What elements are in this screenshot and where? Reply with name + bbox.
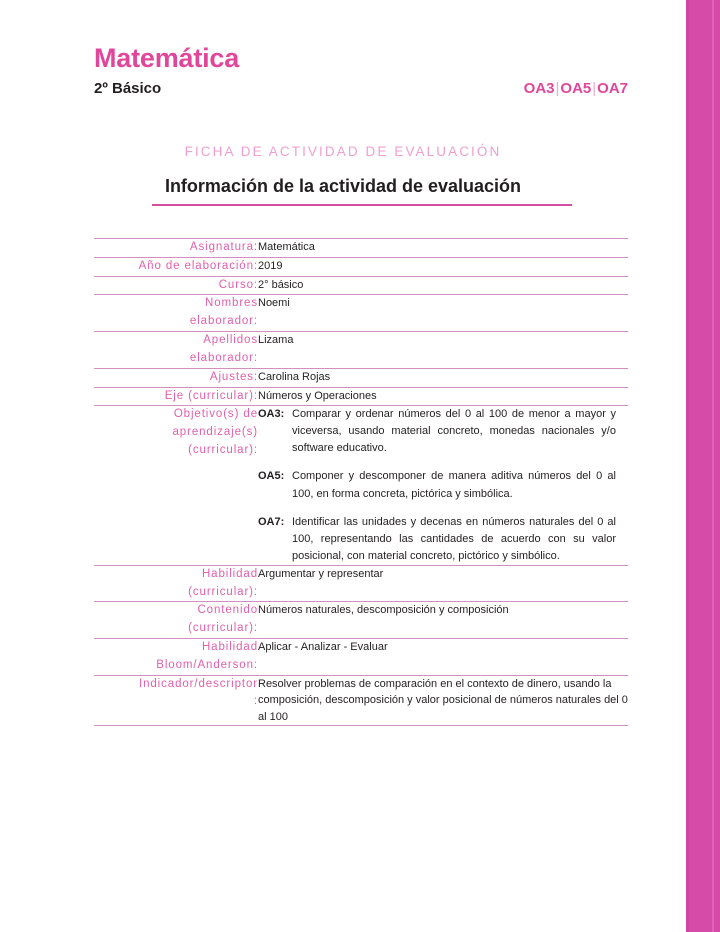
objective-code: OA7: — [258, 515, 285, 528]
accent-bar-stripe-dark — [686, 0, 689, 932]
page-title-wrap — [0, 176, 686, 197]
header-secondary-row — [94, 80, 628, 97]
row-label-habilidad-bloom — [94, 638, 258, 675]
row-label-bloom-line1: Habilidad — [201, 640, 258, 653]
row-label-contenido-curricular — [94, 602, 258, 639]
objective-code: OA3: — [258, 408, 285, 421]
table-row-habilidad-curricular — [94, 565, 628, 602]
page-title: Información de la actividad de evaluación — [164, 176, 522, 196]
objective-text: Comparar y ordenar números del 0 al 100 de menor a mayor y viceversa, usando material concreto, monedas nacionales y/o software educativo. — [292, 408, 616, 455]
row-label-apellidos-line2: elaborador: — [189, 351, 258, 364]
row-label-asignatura: Asignatura: — [94, 239, 258, 258]
accent-bar-stripe-light — [712, 0, 714, 932]
row-value-contenido-curricular: Números naturales, descomposición y composición — [258, 602, 628, 639]
row-label-habilidad-line1: Habilidad — [201, 567, 258, 580]
title-underline-rule — [152, 204, 572, 206]
oa-code-3: OA7 — [597, 79, 628, 97]
row-value-asignatura: Matemática — [258, 239, 628, 258]
row-label-apellidos-line1: Apellidos — [203, 334, 258, 347]
grade-level: 2º Básico — [94, 79, 162, 97]
oa-separator-1: | — [555, 79, 560, 97]
row-label-objetivos-line3: (curricular): — [188, 443, 258, 456]
row-label-contenido-line1: Contenido — [197, 604, 258, 617]
row-label-habilidad-line2: (curricular): — [188, 585, 258, 598]
row-label-nombres-line2: elaborador: — [189, 315, 258, 328]
document-kicker: FICHA DE ACTIVIDAD DE EVALUACIÓN — [184, 144, 502, 159]
row-label-objetivos-line2: aprendizaje(s) — [172, 426, 258, 439]
objectives-list — [258, 406, 628, 564]
row-value-anio-elaboracion: 2019 — [258, 257, 628, 276]
row-label-ajustes: Ajustes: — [94, 368, 258, 387]
row-label-nombres-line1: Nombres — [205, 297, 258, 310]
row-value-nombres-elaborador: Noemi — [258, 295, 628, 332]
table-row-habilidad-bloom — [94, 638, 628, 675]
row-label-bloom-line2: Bloom/Anderson: — [156, 658, 258, 671]
row-value-habilidad-curricular: Argumentar y representar — [258, 565, 628, 602]
table-row-anio-elaboracion — [94, 257, 628, 276]
table-row-objetivos-aprendizaje — [94, 406, 628, 565]
row-label-objetivos-line1: Objetivo(s) de — [173, 408, 258, 421]
row-value-ajustes: Carolina Rojas — [258, 368, 628, 387]
oa-codes-group — [524, 80, 628, 97]
oa-code-2: OA5 — [560, 79, 592, 97]
table-row-curso — [94, 276, 628, 295]
row-value-curso: 2° básico — [258, 276, 628, 295]
table-row-indicador-descriptor — [94, 675, 628, 726]
objective-item — [258, 468, 628, 502]
row-label-curso: Curso: — [94, 276, 258, 295]
row-label-apellidos-elaborador — [94, 332, 258, 369]
row-label-nombres-elaborador — [94, 295, 258, 332]
row-label-contenido-line2: (curricular): — [188, 622, 258, 635]
table-row-apellidos-elaborador — [94, 332, 628, 369]
subject-title: Matemática — [94, 43, 240, 73]
row-value-habilidad-bloom: Aplicar - Analizar - Evaluar — [258, 638, 628, 675]
row-value-objetivos-aprendizaje — [258, 406, 628, 565]
objective-item — [258, 514, 628, 565]
objective-item — [258, 406, 628, 457]
row-value-indicador-descriptor: Resolver problemas de comparación en el contexto de dinero, usando la composición, descomposición y valor posicional de números naturales del 0 al 100 — [258, 675, 628, 726]
table-row-contenido-curricular — [94, 602, 628, 639]
objective-text: Identificar las unidades y decenas en números naturales del 0 al 100, representando las cantidades de acuerdo con su valor posicional, con material concreto, pictórico y simbólico. — [292, 515, 616, 562]
right-accent-bar — [686, 0, 720, 932]
evaluation-info-table — [94, 238, 628, 726]
row-label-eje-curricular: Eje (curricular): — [94, 387, 258, 406]
table-row-ajustes — [94, 368, 628, 387]
row-value-apellidos-elaborador: Lizama — [258, 332, 628, 369]
row-label-objetivos-aprendizaje — [94, 406, 258, 565]
oa-code-1: OA3 — [523, 79, 555, 97]
row-label-anio-elaboracion: Año de elaboración: — [94, 257, 258, 276]
row-label-habilidad-curricular — [94, 565, 258, 602]
objective-code: OA5: — [258, 470, 285, 483]
row-value-eje-curricular: Números y Operaciones — [258, 387, 628, 406]
row-label-indicador-descriptor — [94, 675, 258, 726]
oa-separator-2: | — [592, 79, 597, 97]
row-label-indicador-line1: Indicador/descriptor — [139, 677, 258, 690]
row-label-indicador-line2: : — [253, 695, 258, 708]
table-row-nombres-elaborador — [94, 295, 628, 332]
objective-text: Componer y descomponer de manera aditiva números del 0 al 100, en forma concreta, pictórica y simbólica. — [292, 470, 616, 500]
table-row-eje-curricular — [94, 387, 628, 406]
table-row-asignatura — [94, 239, 628, 258]
document-header — [94, 44, 628, 97]
